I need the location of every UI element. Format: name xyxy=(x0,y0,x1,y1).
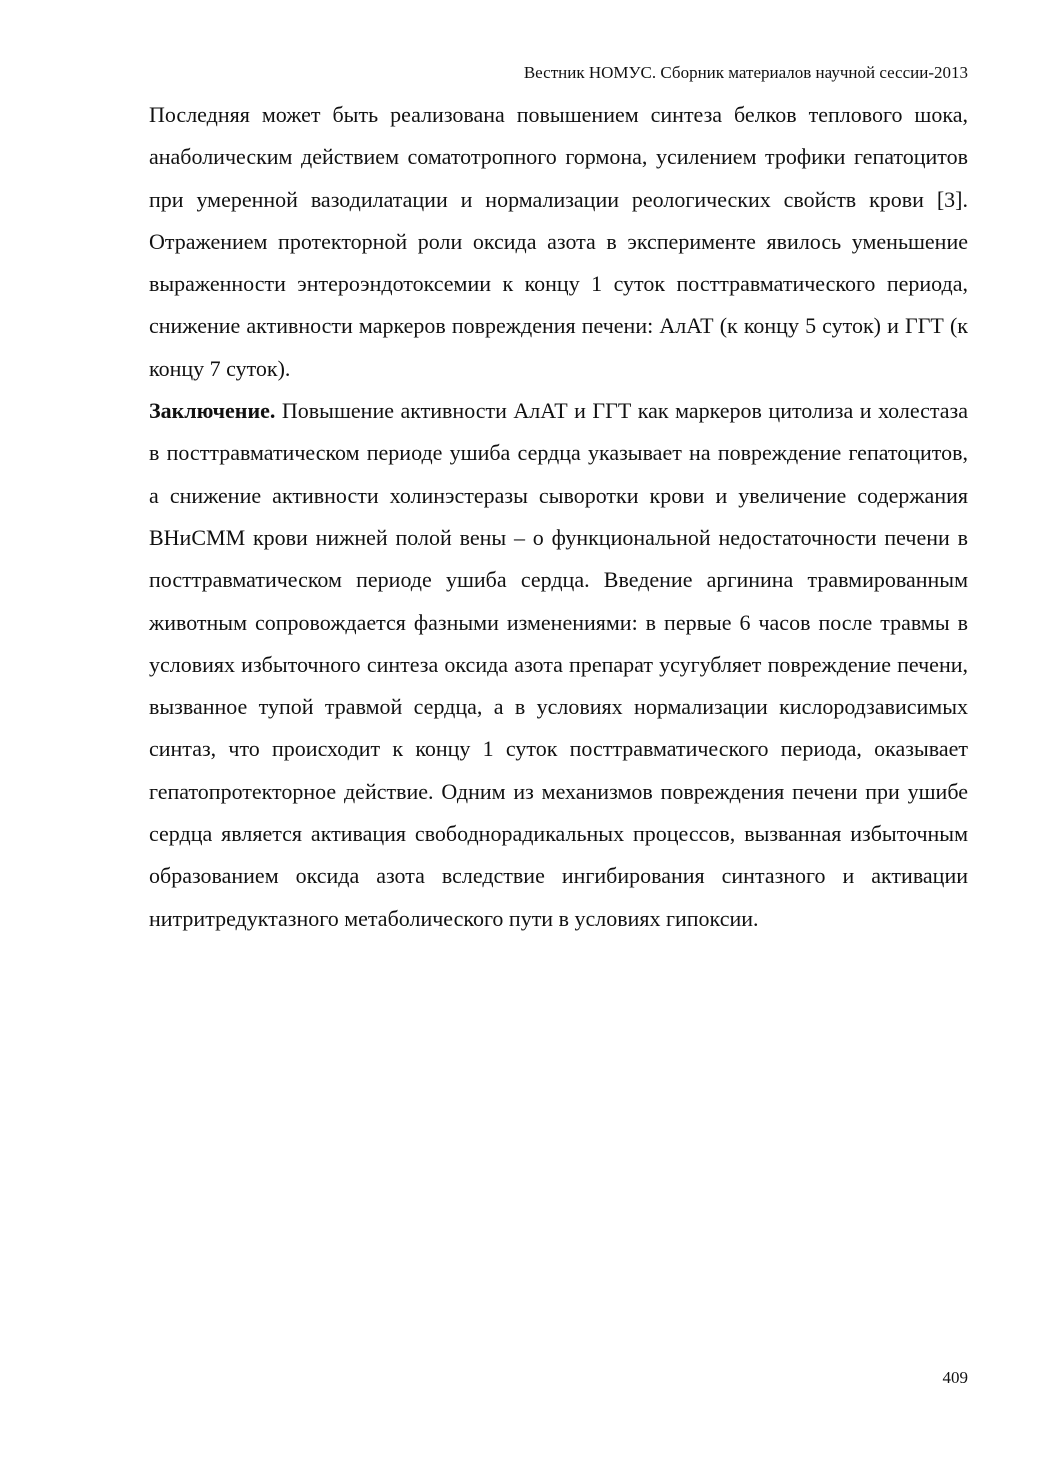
paragraph-conclusion xyxy=(149,390,968,940)
running-header: Вестник НОМУС. Сборник материалов научной сессии-2013 xyxy=(523,63,968,82)
conclusion-label: Заключение. xyxy=(149,398,276,424)
article-body xyxy=(149,94,968,940)
conclusion-text: Повышение активности АлАТ и ГГТ как маркеров цитолиза и холестаза в посттравматическом периоде ушиба сердца указывает на повреждение гепатоцитов, а снижение активности холинэстеразы сыворотки крови и увеличение содержания ВНиСММ крови нижней полой вены – о функциональной недостаточности печени в посттравматическом периоде ушиба сердца. Введение аргинина травмированным животным сопровождается фазными изменениями: в первые 6 часов после травмы в условиях избыточного синтеза оксида азота препарат усугубляет повреждение печени, вызванное тупой травмой сердца, а в условиях нормализации кислородзависимых синтаз, что происходит к концу 1 суток посттравматического периода, оказывает гепатопротекторное действие. Одним из механизмов повреждения печени при ушибе сердца является активация свободнорадикальных процессов, вызванная избыточным образованием оксида азота вследствие ингибирования синтазного и активации нитритредуктазного метаболического пути в условиях гипоксии. xyxy=(149,398,969,931)
paragraph-protective-role: Последняя может быть реализована повышением синтеза белков теплового шока, анаболическим действием соматотропного гормона, усилением трофики гепатоцитов при умеренной вазодилатации и нормализации реологических свойств крови [3]. Отражением протекторной роли оксида азота в эксперименте явилось уменьшение выраженности энтероэндотоксемии к концу 1 суток посттравматического периода, снижение активности маркеров повреждения печени: АлАТ (к концу 5 суток) и ГГТ (к концу 7 суток). xyxy=(149,102,968,381)
page-number: 409 xyxy=(942,1368,968,1387)
